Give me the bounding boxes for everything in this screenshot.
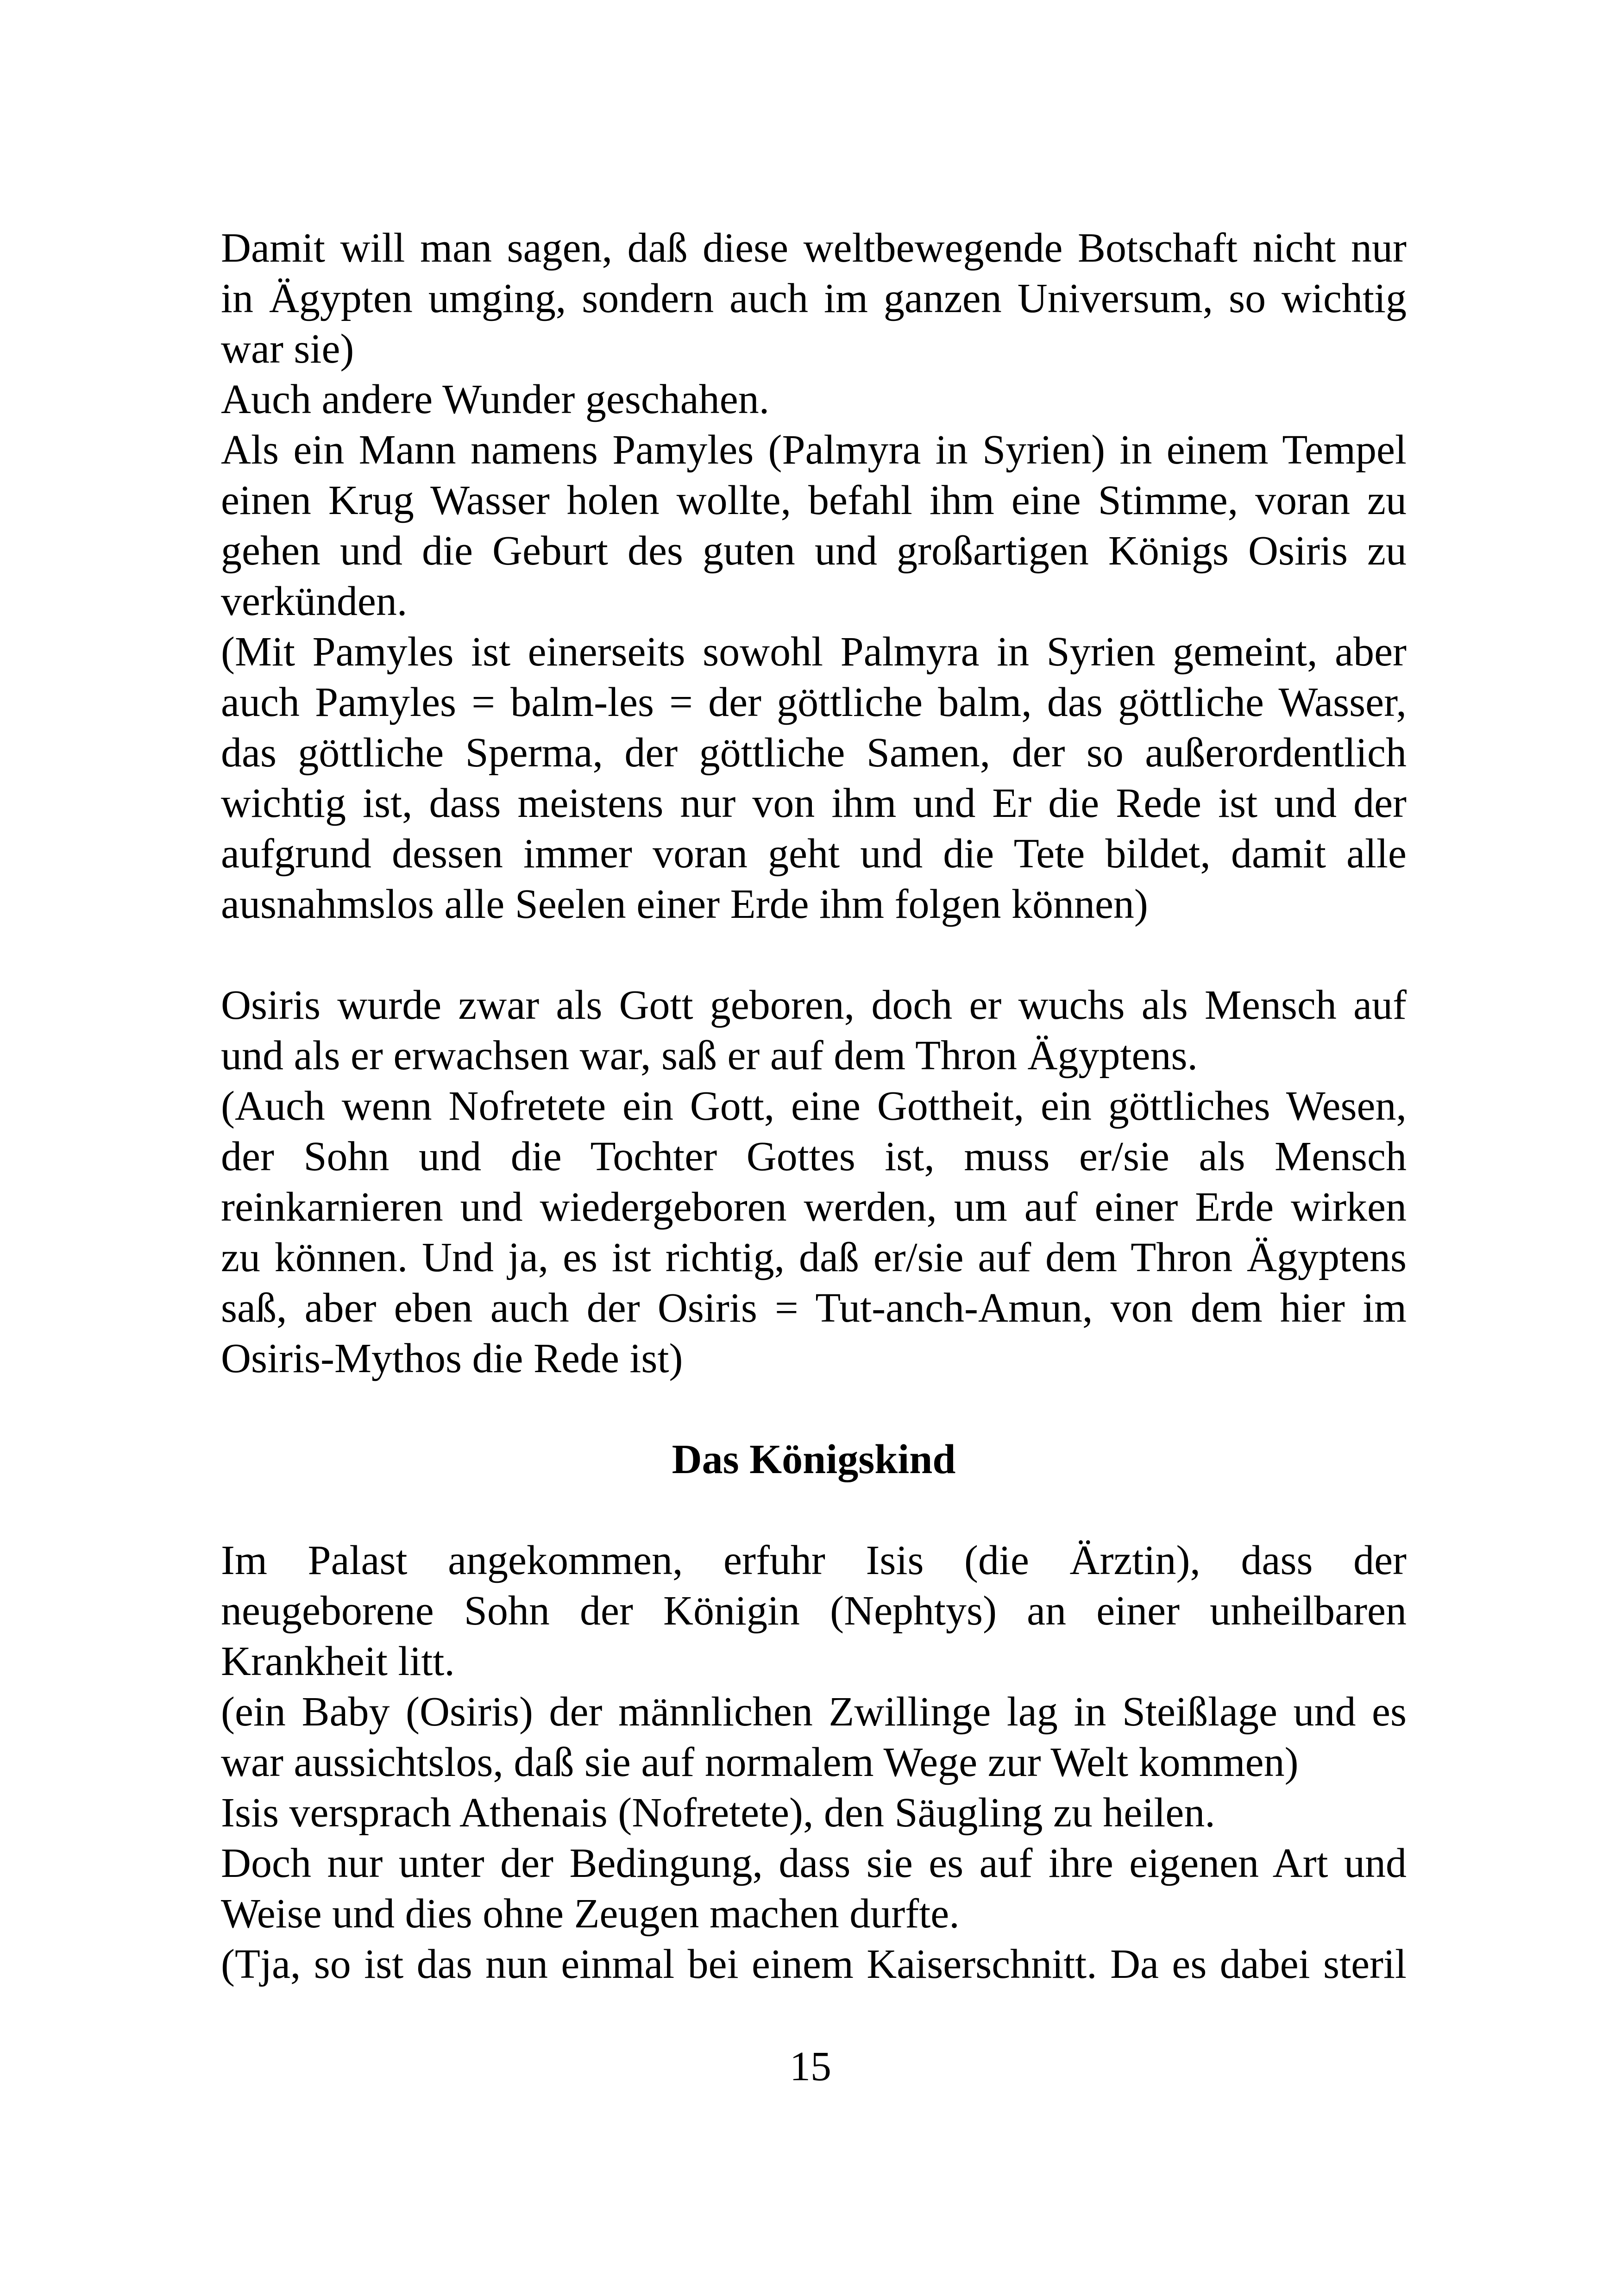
text-line: Isis versprach Athenais (Nofretete), den Säugling zu heilen. [221,1790,1215,1836]
text-line: (ein Baby (Osiris) der männlichen Zwillinge lag in Steißlage und es [221,1689,1407,1735]
text-line: das göttliche Sperma, der göttliche Samen, der so außerordentlich [221,730,1407,776]
text-line: Krankheit litt. [221,1638,455,1684]
section-heading: Das Königskind [672,1437,956,1482]
text-line: ausnahmslos alle Seelen einer Erde ihm folgen können) [221,881,1148,927]
text-line: war sie) [221,326,354,372]
text-line: (Tja, so ist das nun einmal bei einem Kaiserschnitt. Da es dabei steril [221,1941,1407,1987]
text-line: Als ein Mann namens Pamyles (Palmyra in Syrien) in einem Tempel [221,427,1407,473]
text-line: Im Palast angekommen, erfuhr Isis (die Ärztin), dass der [221,1537,1407,1583]
text-line: war aussichtslos, daß sie auf normalem Wege zur Welt kommen) [221,1739,1299,1785]
text-line: saß, aber eben auch der Osiris = Tut-anch-Amun, von dem hier im [221,1285,1407,1331]
text-line: Osiris wurde zwar als Gott geboren, doch er wuchs als Mensch auf [221,982,1407,1028]
text-line: und als er erwachsen war, saß er auf dem Thron Ägyptens. [221,1033,1198,1079]
text-line: neugeborene Sohn der Königin (Nephtys) an einer unheilbaren [221,1588,1407,1634]
text-line: (Mit Pamyles ist einerseits sowohl Palmyra in Syrien gemeint, aber [221,629,1407,675]
text-line: verkünden. [221,578,408,624]
text-line: Osiris-Mythos die Rede ist) [221,1336,683,1381]
text-line: reinkarnieren und wiedergeboren werden, um auf einer Erde wirken [221,1184,1407,1230]
text-line: Weise und dies ohne Zeugen machen durfte. [221,1891,960,1937]
text-line: der Sohn und die Tochter Gottes ist, muss er/sie als Mensch [221,1134,1407,1179]
text-line: gehen und die Geburt des guten und großartigen Königs Osiris zu [221,528,1407,574]
text-line: einen Krug Wasser holen wollte, befahl ihm eine Stimme, voran zu [221,477,1407,523]
text-line: wichtig ist, dass meistens nur von ihm und Er die Rede ist und der [221,780,1407,826]
text-line: auch Pamyles = balm-les = der göttliche balm, das göttliche Wasser, [221,679,1407,725]
text-line: zu können. Und ja, es ist richtig, daß er/sie auf dem Thron Ägyptens [221,1235,1407,1280]
blank-line [221,929,1407,980]
blank-line [221,1485,1407,1535]
text-line: (Auch wenn Nofretete ein Gott, eine Gottheit, ein göttliches Wesen, [221,1083,1407,1129]
text-line: Doch nur unter der Bedingung, dass sie es auf ihre eigenen Art und [221,1840,1407,1886]
page-number: 15 [790,2044,831,2089]
text-line: in Ägypten umging, sondern auch im ganzen Universum, so wichtig [221,276,1407,321]
text-line: Auch andere Wunder geschahen. [221,376,770,422]
page-body [221,223,1407,1989]
text-line: Damit will man sagen, daß diese weltbewegende Botschaft nicht nur [221,225,1407,271]
text-line: aufgrund dessen immer voran geht und die Tete bildet, damit alle [221,831,1407,877]
blank-line [221,1384,1407,1434]
